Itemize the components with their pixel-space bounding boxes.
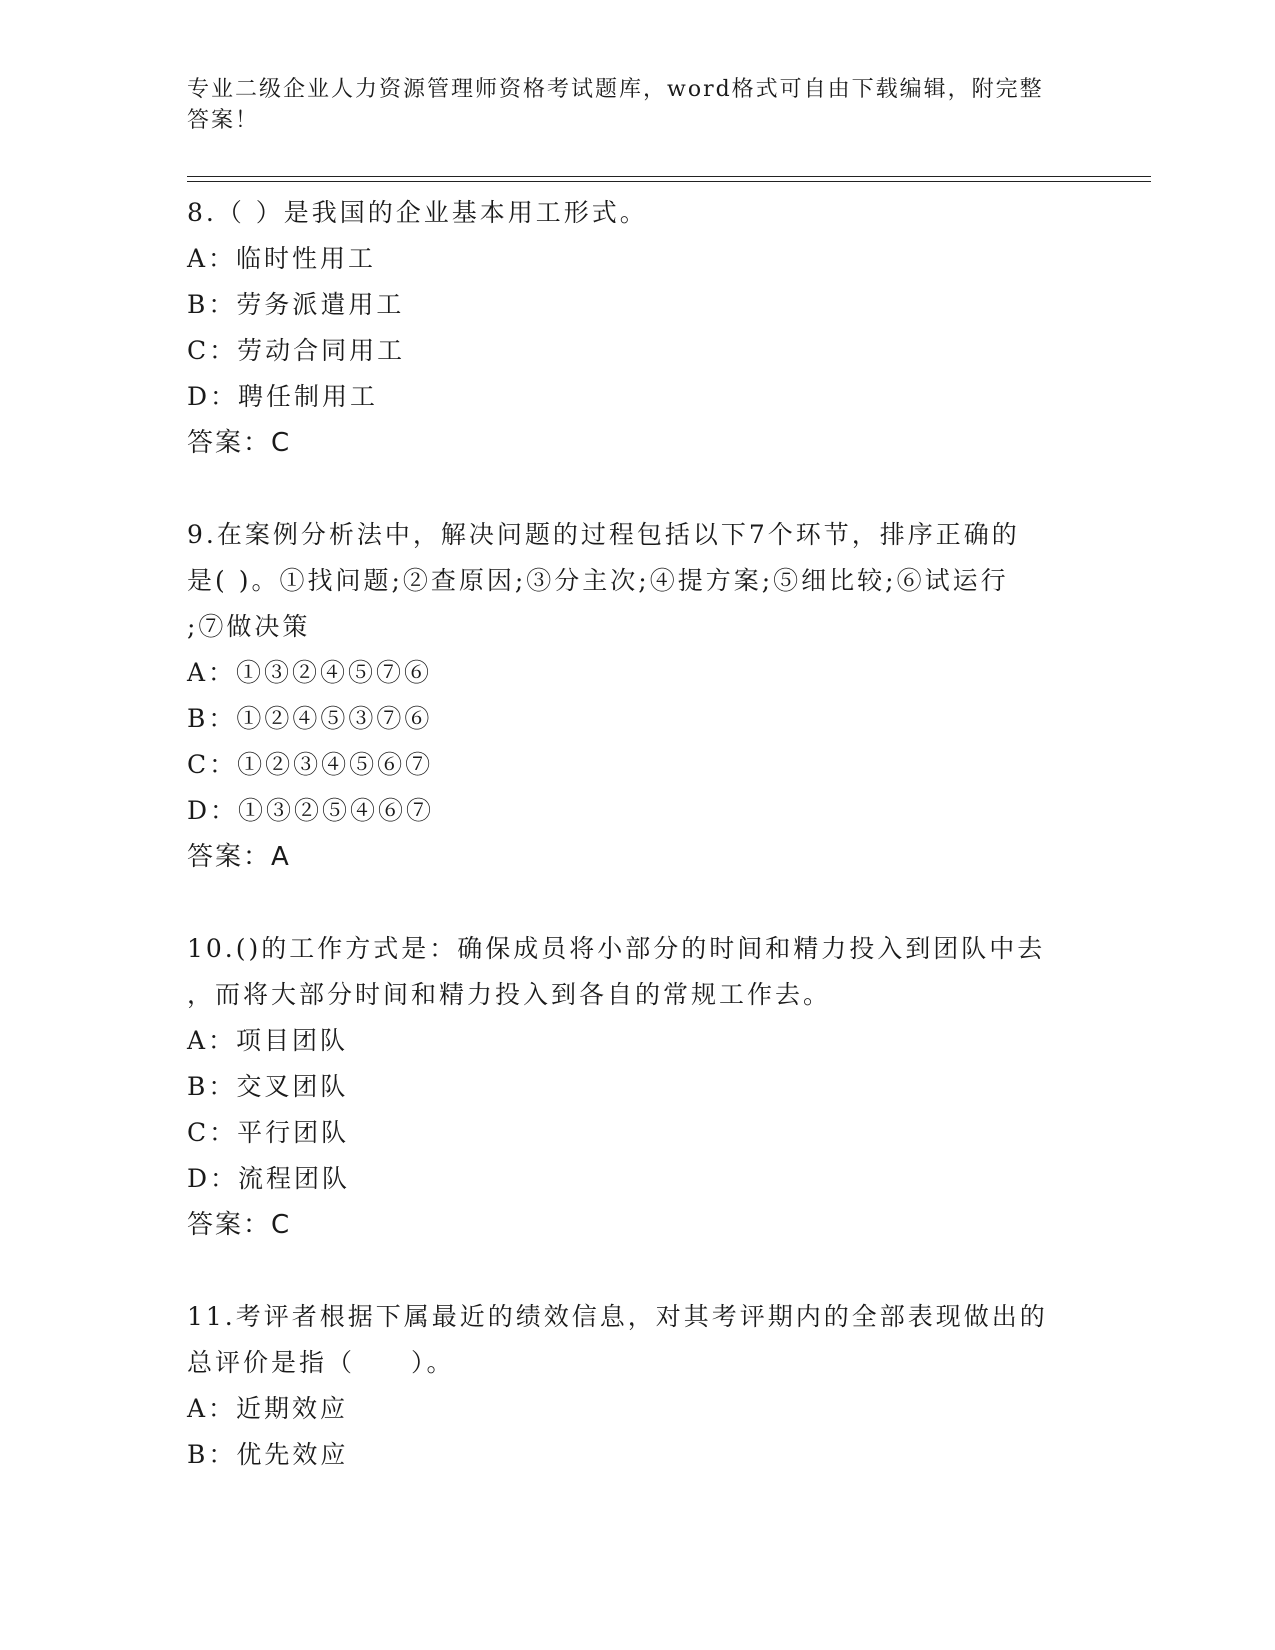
option-a: A：①③②④⑤⑦⑥ — [187, 658, 433, 687]
header-line-1: 专业二级企业人力资源管理师资格考试题库，word格式可自由下载编辑，附完整 — [187, 77, 1044, 102]
option-a: A：临时性用工 — [187, 244, 377, 273]
option-b: B：劳务派遣用工 — [187, 290, 405, 319]
option-d: D：①③②⑤④⑥⑦ — [187, 796, 435, 825]
option-c: C：①②③④⑤⑥⑦ — [187, 750, 434, 779]
option-d: D：流程团队 — [187, 1164, 351, 1193]
option-d: D：聘任制用工 — [187, 382, 379, 411]
header-divider-bottom — [187, 181, 1151, 182]
header-divider-top — [187, 176, 1151, 177]
question-block — [187, 1294, 1087, 1478]
option-c: C：平行团队 — [187, 1118, 350, 1147]
question-text: 8.（ ）是我国的企业基本用工形式。 — [187, 198, 648, 227]
answer-text: 答案：C — [187, 428, 292, 458]
question-text: ，而将大部分时间和精力投入到各自的常规工作去。 — [187, 980, 832, 1009]
question-block — [187, 512, 1087, 880]
question-block — [187, 190, 1087, 466]
option-a: A：近期效应 — [187, 1394, 349, 1423]
option-c: C：劳动合同用工 — [187, 336, 406, 365]
document-header — [187, 74, 1087, 136]
question-text: 10.()的工作方式是：确保成员将小部分的时间和精力投入到团队中去 — [187, 934, 1046, 963]
question-text: 是( )。①找问题;②查原因;③分主次;④提方案;⑤细比较;⑥试运行 — [187, 566, 1009, 595]
question-text: 9.在案例分析法中，解决问题的过程包括以下7个环节，排序正确的 — [187, 520, 1020, 549]
answer-text: 答案：C — [187, 1210, 292, 1240]
question-text: 11.考评者根据下属最近的绩效信息，对其考评期内的全部表现做出的 — [187, 1302, 1048, 1331]
question-list — [187, 190, 1087, 1478]
option-b: B：①②④⑤③⑦⑥ — [187, 704, 433, 733]
option-a: A：项目团队 — [187, 1026, 349, 1055]
question-text: 总评价是指（ ）。 — [187, 1348, 455, 1377]
question-block — [187, 926, 1087, 1248]
option-b: B：交叉团队 — [187, 1072, 349, 1101]
answer-text: 答案：A — [187, 842, 291, 872]
option-b: B：优先效应 — [187, 1440, 349, 1469]
header-line-2: 答案！ — [187, 108, 260, 133]
question-text: ;⑦做决策 — [187, 612, 311, 641]
